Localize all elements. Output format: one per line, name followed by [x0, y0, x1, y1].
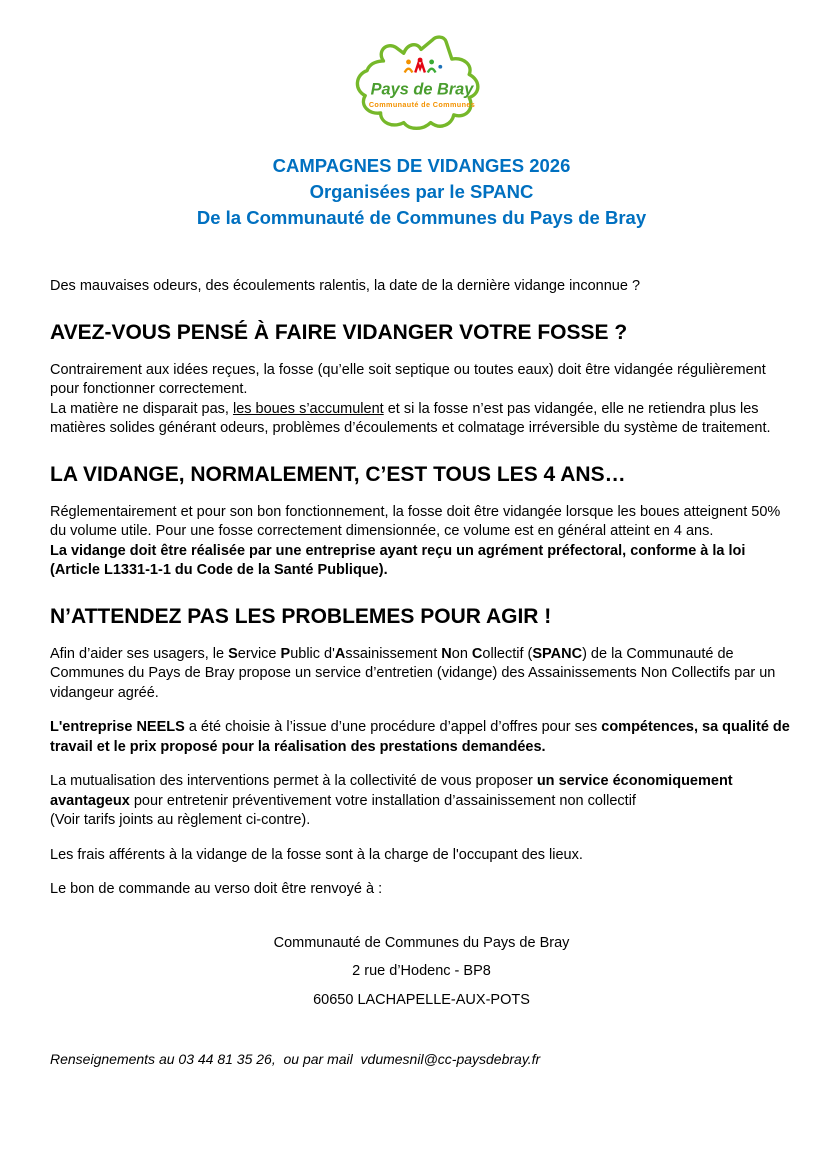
paragraph-bon-de-commande: Le bon de commande au verso doit être renvoyé à :: [50, 881, 383, 897]
text-segment: ervice: [237, 645, 281, 662]
text-segment: a été choisie à l’issue d’une procédure d’appel d’offres pour ses: [184, 719, 602, 735]
text-segment: (Voir tarifs joints au règlement ci-contre).: [50, 812, 311, 828]
intro-paragraph: Des mauvaises odeurs, des écoulements ralentis, la date de la dernière vidange inconnue ?: [50, 278, 641, 294]
heading-tous-les-4-ans: LA VIDANGE, NORMALEMENT, C’EST TOUS LES 4 ANS…: [50, 462, 626, 486]
heading-vidanger-fosse: AVEZ-VOUS PENSÉ À FAIRE VIDANGER VOTRE FOSSE ?: [50, 320, 628, 344]
text-segment: pour entretenir préventivement votre installation d’assainissement non collectif: [129, 792, 636, 809]
text-segment: et si la fosse n’est pas vidangée, elle ne retiendra plus les matières solides générant odeurs, problèmes d’écoulements et colmatage irréversible du système de traitement.: [50, 400, 771, 436]
bold-initial: C: [471, 645, 483, 662]
mailing-address: [50, 934, 793, 1011]
bold-company-name: L'entreprise NEELS: [50, 719, 185, 735]
logo: [50, 34, 793, 143]
paragraph-reglementation: Réglementairement et pour son bon fonctionnement, la fosse doit être vidangée lorsque les boues atteignent 50% du volume utile. Pour une fosse correctement dimensionnée, ce volume est en général atteint en 4 ans.: [50, 503, 781, 539]
footer-contact-info: Renseignements au 03 44 81 35 26, ou par mail vdumesnil@cc-paysdebray.fr: [50, 1051, 541, 1067]
paragraph-spanc: [50, 645, 793, 704]
title-line-3: De la Communauté de Communes du Pays de Bray: [196, 207, 647, 228]
address-line-city: 60650 LACHAPELLE-AUX-POTS: [313, 991, 530, 1008]
paragraph-boues: [50, 400, 793, 439]
bold-initial: P: [280, 645, 291, 662]
bold-initial: A: [334, 645, 346, 662]
text-segment: La mutualisation des interventions permet à la collectivité de vous proposer: [50, 773, 537, 789]
underlined-text: les boues s’accumulent: [232, 400, 384, 417]
paragraph-neels: [50, 718, 793, 757]
bold-initial: S: [228, 645, 238, 662]
text-segment: on: [451, 645, 472, 662]
paragraph-frais: Les frais afférents à la vidange de la fosse sont à la charge de l'occupant des lieux.: [50, 846, 583, 863]
text-segment: La matière ne disparait pas,: [50, 400, 233, 417]
logo-title: Pays de Bray: [370, 80, 473, 99]
text-segment: ublic d': [290, 645, 335, 662]
document-title: [50, 153, 793, 231]
bold-initial: N: [441, 645, 452, 662]
logo-subtitle: Communauté de Communes: [368, 100, 475, 110]
bold-text: compétences, sa qualité de travail et le prix proposé pour la réalisation des prestations demandées.: [50, 719, 790, 755]
paragraph-agrement-prefectoral: La vidange doit être réalisée par une entreprise ayant reçu un agrément préfectoral, conforme à la loi (Article L1331-1-1 du Code de la Santé Publique).: [50, 542, 746, 578]
text-segment: ) de la Communauté de Communes du Pays de Bray propose un service d’entretien (vidange) des Assainissements Non Collectifs par un vidangeur agréé.: [50, 645, 776, 701]
text-segment: ollectif (: [482, 645, 533, 662]
heading-nattendez-pas: N’ATTENDEZ PAS LES PROBLEMES POUR AGIR !: [50, 604, 552, 628]
text-segment: ssainissement: [345, 645, 442, 662]
paragraph-fosse-septique: Contrairement aux idées reçues, la fosse (qu’elle soit septique ou toutes eaux) doit être vidangée régulièrement pour fonctionner correctement.: [50, 361, 766, 397]
bold-acronym-spanc: SPANC: [532, 645, 583, 662]
title-line-1: CAMPAGNES DE VIDANGES 2026: [272, 155, 571, 176]
bold-text: un service économiquement avantageux: [50, 773, 733, 809]
logo-people-icon: [404, 58, 442, 73]
pays-de-bray-logo-graphic: [337, 34, 507, 138]
address-line-street: 2 rue d’Hodenc - BP8: [352, 963, 491, 979]
paragraph-mutualisation: [50, 772, 793, 831]
title-line-2: Organisées par le SPANC: [309, 181, 534, 202]
address-line-organization: Communauté de Communes du Pays de Bray: [273, 934, 570, 951]
text-segment: Afin d’aider ses usagers, le: [50, 645, 229, 662]
